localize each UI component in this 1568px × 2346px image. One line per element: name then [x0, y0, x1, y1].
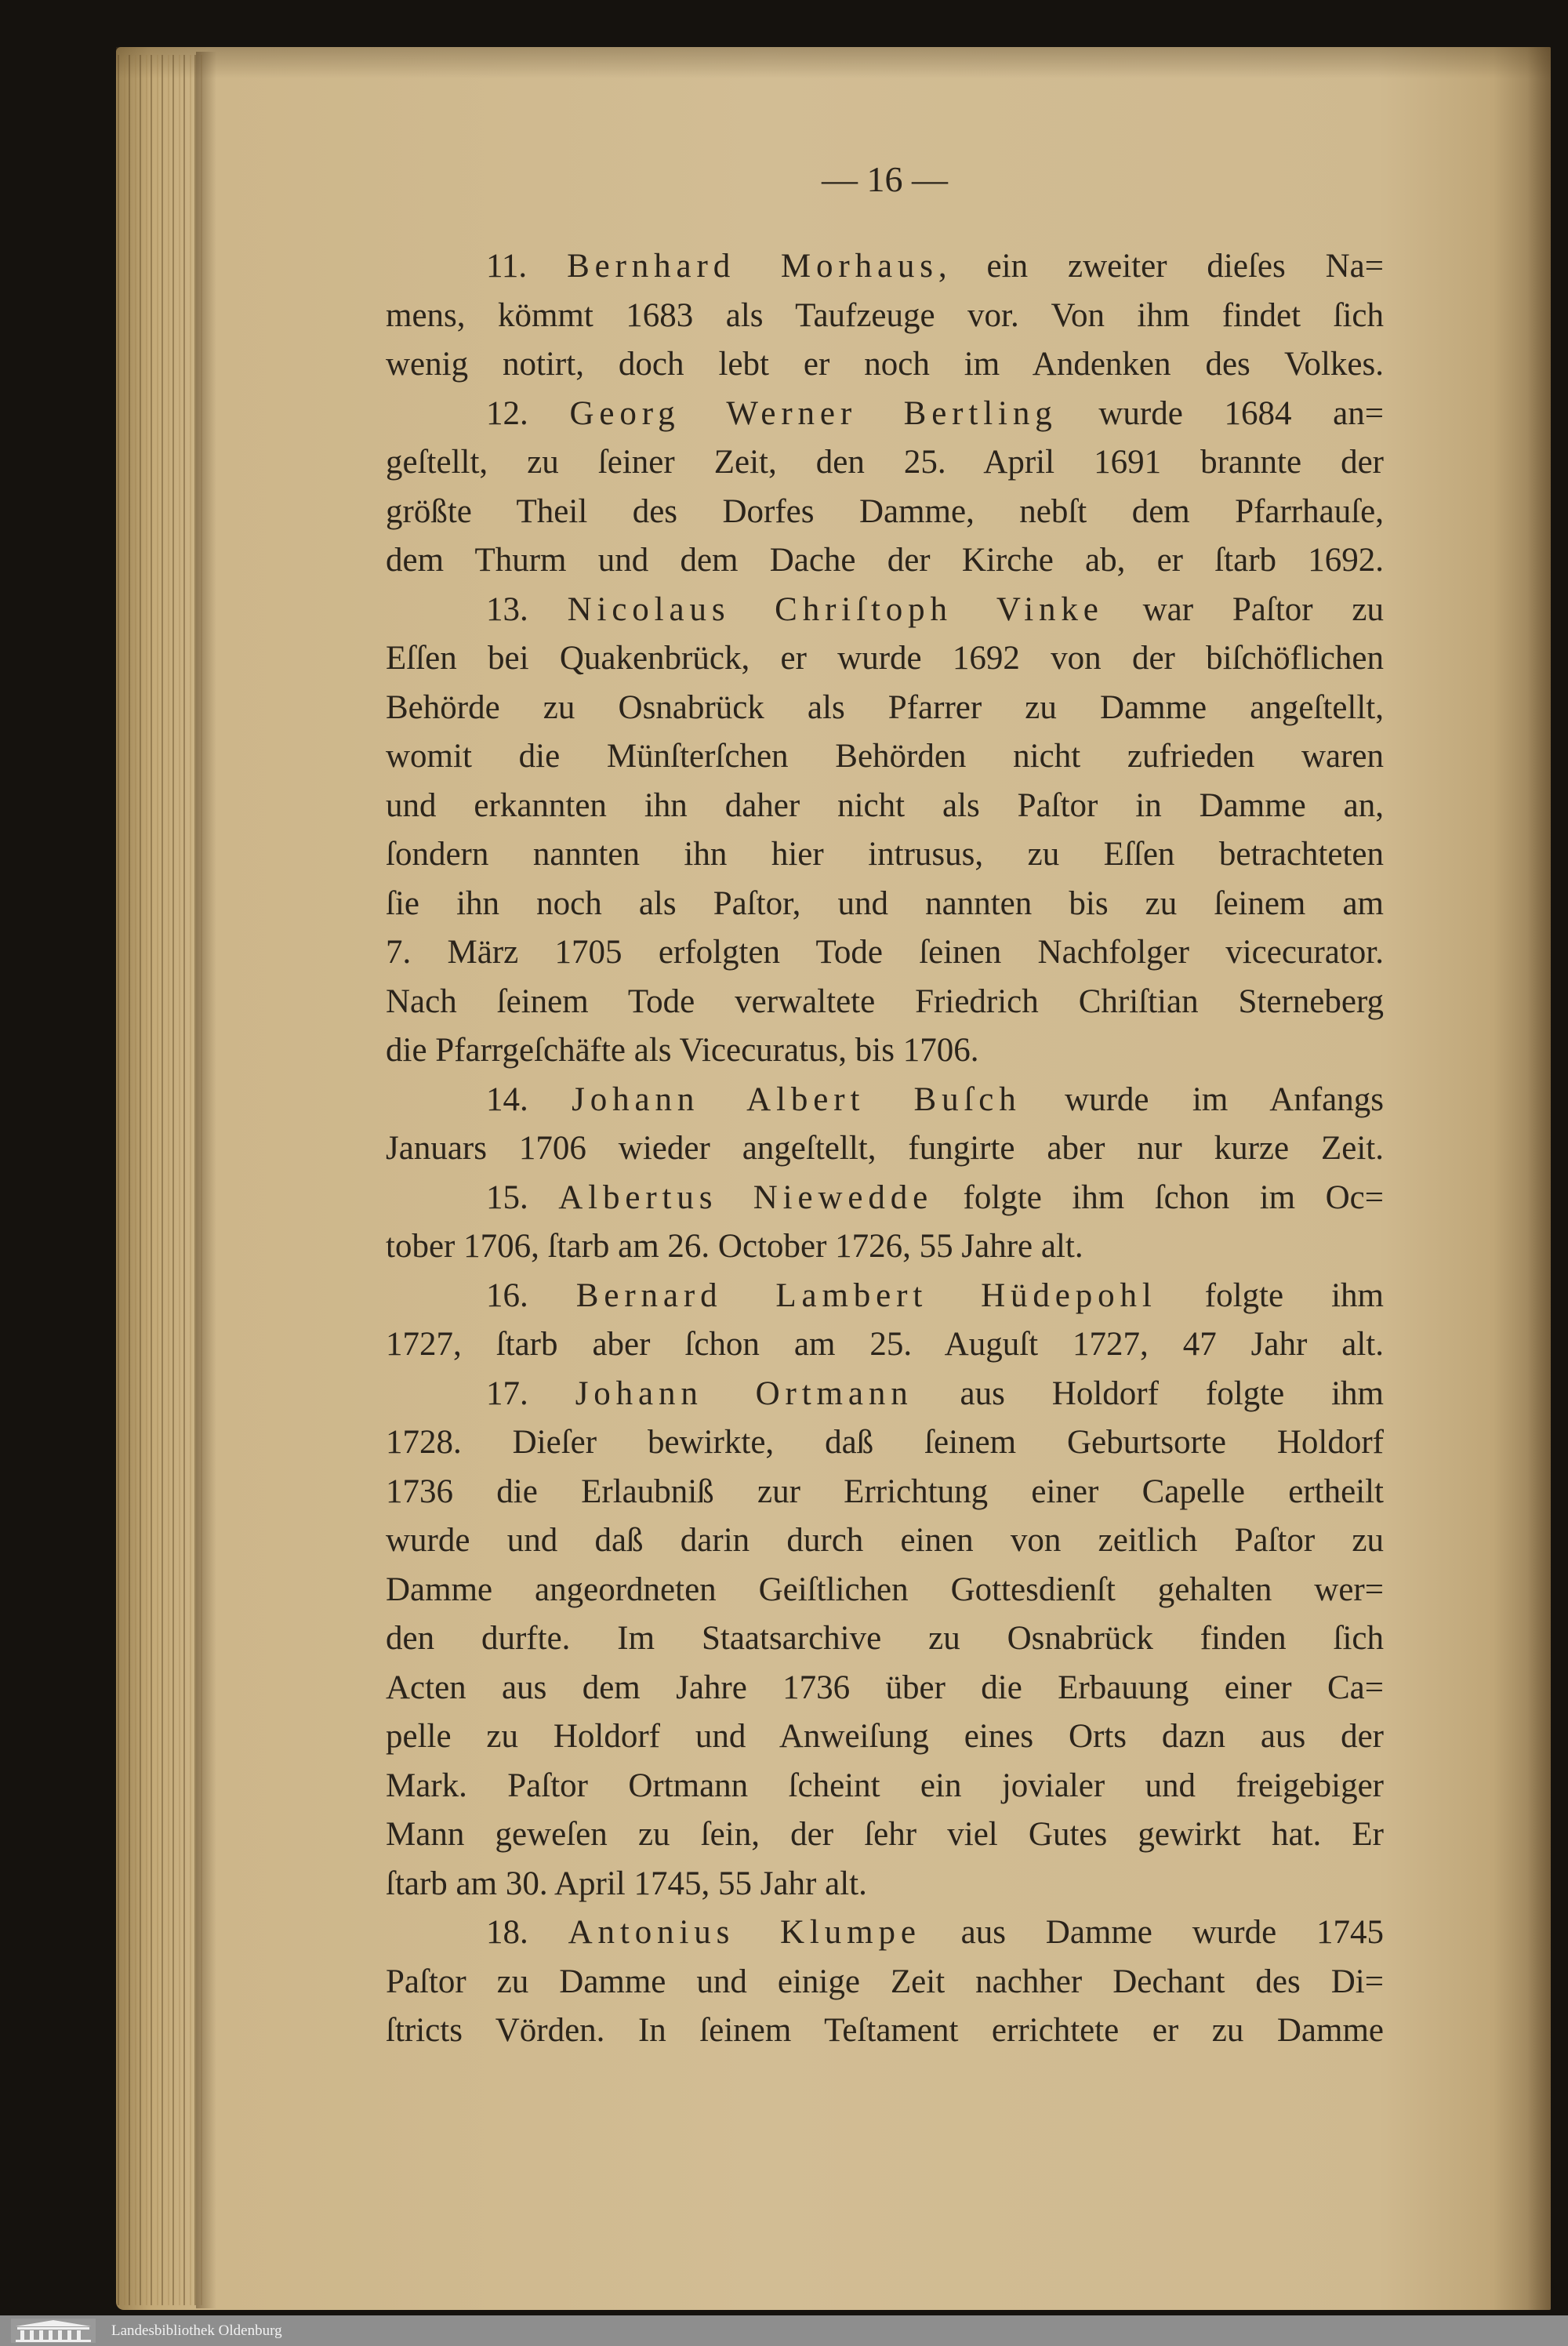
text-line	[386, 1762, 1384, 1811]
text-line	[386, 928, 1384, 978]
line-text: wurde im Anfangs	[1021, 1080, 1384, 1118]
text-line	[386, 1908, 1384, 1958]
line-text: pelle zu Holdorf und Anweiſung eines Orts dazn aus der	[386, 1718, 1384, 1755]
line-text: Behörde zu Osnabrück als Pfarrer zu Damme angeſtellt,	[386, 688, 1384, 726]
line-text: ſondern nannten ihn hier intrusus, zu Eſſen betrachteten	[386, 836, 1384, 873]
line-text: wenig notirt, doch lebt er noch im Andenken des Volkes.	[386, 346, 1384, 383]
text-line	[386, 438, 1384, 488]
text-line	[386, 242, 1384, 292]
line-text: Nach ſeinem Tode verwaltete Friedrich Chriſtian Sterneberg	[386, 982, 1384, 1020]
text-line	[386, 1614, 1384, 1664]
library-name: Landesbibliothek Oldenburg	[111, 2322, 282, 2339]
text-line	[386, 684, 1384, 733]
line-text: aus Holdorf folgte ihm	[913, 1375, 1384, 1412]
library-footer-bar	[0, 2315, 1568, 2346]
line-text: ſie ihn noch als Paſtor, und nannten bis zu ſeinem am	[386, 884, 1384, 922]
pastor-name: Albertus Niewedde	[558, 1178, 934, 1216]
text-line	[386, 1566, 1384, 1615]
entry-number: 18.	[486, 1914, 568, 1951]
text-line	[386, 292, 1384, 341]
line-text: Paſtor zu Damme und einige Zeit nachher Dechant des Di=	[386, 1963, 1384, 2000]
entry-number: 16.	[486, 1276, 576, 1314]
text-line	[386, 2006, 1384, 2056]
text-line	[386, 1320, 1384, 1370]
text-line	[386, 1174, 1384, 1223]
line-text: 7. März 1705 erfolgten Tode ſeinen Nachfolger vicecurator.	[386, 934, 1384, 971]
text-line	[386, 488, 1384, 537]
entry-number: 11.	[486, 248, 568, 285]
text-line	[386, 880, 1384, 929]
line-text: Damme angeordneten Geiſtlichen Gottesdienſt gehalten wer=	[386, 1571, 1384, 1608]
line-text: mens, kömmt 1683 als Taufzeuge vor. Von ihm findet ſich	[386, 296, 1384, 334]
line-text: ſtarb am 30. April 1745, 55 Jahr alt.	[386, 1865, 867, 1902]
text-line	[386, 1418, 1384, 1468]
page-top-shadow	[116, 47, 1551, 78]
pastor-name: Johann Ortmann	[575, 1375, 913, 1412]
pastor-name: Bernard Lambert Hüdepohl	[575, 1276, 1157, 1314]
line-text: 1728. Dieſer bewirkte, daß ſeinem Geburtsorte Holdorf	[386, 1424, 1384, 1461]
text-line	[386, 340, 1384, 390]
line-text: Mann geweſen zu ſein, der ſehr viel Gutes gewirkt hat. Er	[386, 1816, 1384, 1853]
line-text: wurde 1684 an=	[1057, 394, 1384, 432]
line-text: dem Thurm und dem Dache der Kirche ab, er ſtarb 1692.	[386, 542, 1384, 579]
text-line	[386, 1272, 1384, 1321]
line-text: womit die Münſterſchen Behörden nicht zufrieden waren	[386, 738, 1384, 775]
pastor-name: Antonius Klumpe	[568, 1914, 921, 1951]
line-text: aus Damme wurde 1745	[920, 1914, 1384, 1951]
entry-number: 17.	[486, 1375, 575, 1412]
line-text: ſtricts Vörden. In ſeinem Teſtament errichtete er zu Damme	[386, 2012, 1384, 2049]
entry-number: 15.	[486, 1178, 559, 1216]
text-line	[386, 1026, 1384, 1076]
text-line	[386, 536, 1384, 586]
text-line	[386, 634, 1384, 684]
line-text: die Pfarrgeſchäfte als Vicecuratus, bis 1706.	[386, 1032, 979, 1069]
line-text: tober 1706, ſtarb am 26. October 1726, 55 Jahre alt.	[386, 1228, 1083, 1265]
text-line	[386, 1712, 1384, 1762]
text-line	[386, 1468, 1384, 1517]
line-text: Eſſen bei Quakenbrück, er wurde 1692 von der biſchöflichen	[386, 640, 1384, 677]
page-edge-stack	[118, 55, 202, 2305]
text-line	[386, 1222, 1384, 1272]
line-text: Januars 1706 wieder angeſtellt, fungirte aber nur kurze Zeit.	[386, 1130, 1384, 1167]
entry-number: 12.	[486, 394, 570, 432]
text-line	[386, 1810, 1384, 1860]
line-text: folgte ihm	[1156, 1276, 1384, 1314]
entry-number: 14.	[486, 1080, 572, 1118]
line-text: 1727, ſtarb aber ſchon am 25. Auguſt 1727, 47 Jahr alt.	[386, 1326, 1384, 1363]
page-fold-shadow	[1527, 47, 1551, 2310]
library-building-icon	[11, 2319, 96, 2343]
line-text: war Paſtor zu	[1103, 590, 1384, 628]
pastor-name: Bernhard Morhaus	[567, 248, 938, 285]
text-line	[386, 586, 1384, 635]
pastor-name: Georg Werner Bertling	[569, 394, 1058, 432]
text-line	[386, 1124, 1384, 1174]
text-line	[386, 782, 1384, 831]
page-number: — 16 —	[822, 159, 948, 199]
text-line	[386, 1516, 1384, 1566]
text-line	[386, 1076, 1384, 1125]
text-line	[386, 732, 1384, 782]
text-line	[386, 1370, 1384, 1419]
text-line	[386, 1664, 1384, 1713]
line-text: geſtellt, zu ſeiner Zeit, den 25. April 1691 brannte der	[386, 444, 1384, 481]
text-line	[386, 1860, 1384, 1909]
line-text: folgte ihm ſchon im Oc=	[933, 1178, 1384, 1216]
line-text: wurde und daß darin durch einen von zeitlich Paſtor zu	[386, 1522, 1384, 1559]
line-text: Mark. Paſtor Ortmann ſcheint ein jovialer und freigebiger	[386, 1767, 1384, 1804]
pastor-name: Johann Albert Buſch	[572, 1080, 1022, 1118]
line-text: und erkannten ihn daher nicht als Paſtor in Damme an,	[386, 786, 1384, 824]
line-text: den durfte. Im Staatsarchive zu Osnabrück finden ſich	[386, 1620, 1384, 1657]
pastor-name: Nicolaus Chriſtoph Vinke	[567, 590, 1104, 628]
text-line	[386, 830, 1384, 880]
line-text: , ein zweiter dieſes Na=	[938, 248, 1384, 285]
line-text: 1736 die Erlaubniß zur Errichtung einer Capelle ertheilt	[386, 1473, 1384, 1510]
text-line	[386, 390, 1384, 439]
entry-number: 13.	[486, 590, 568, 628]
page-text	[386, 242, 1384, 2056]
page-gutter-shadow	[196, 52, 216, 2308]
text-line	[386, 978, 1384, 1027]
text-line	[386, 1958, 1384, 2007]
line-text: Acten aus dem Jahre 1736 über die Erbauung einer Ca=	[386, 1669, 1384, 1706]
line-text: größte Theil des Dorfes Damme, nebſt dem Pfarrhauſe,	[386, 492, 1384, 530]
